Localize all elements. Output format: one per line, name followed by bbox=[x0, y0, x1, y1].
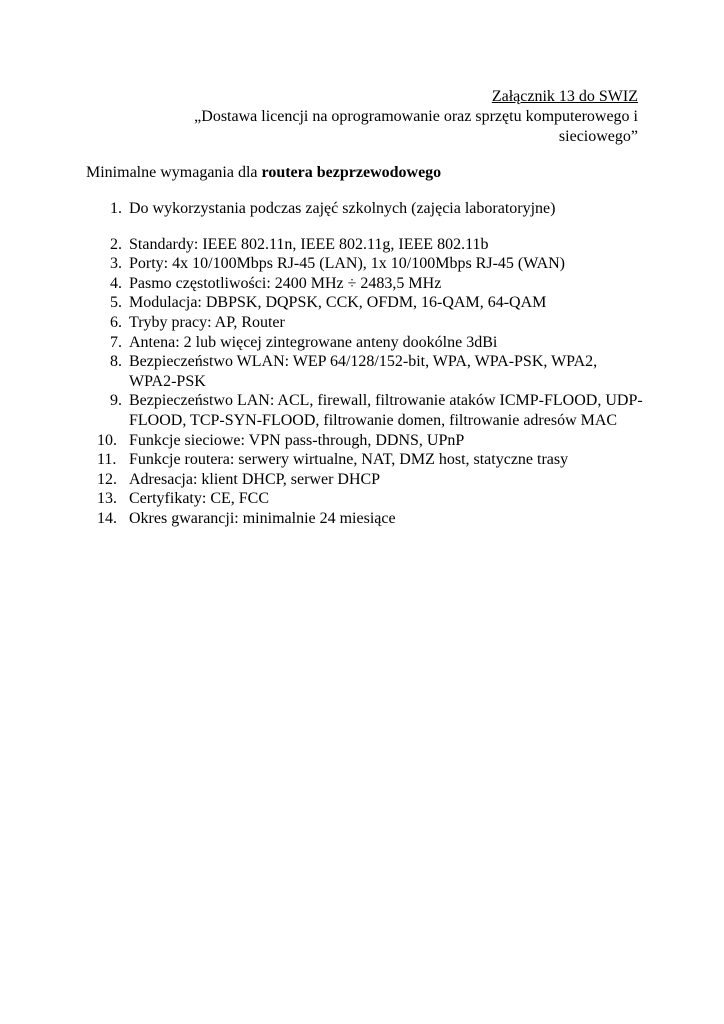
list-item-number: 12. bbox=[97, 470, 117, 488]
list-item-text: Certyfikaty: CE, FCC bbox=[129, 490, 269, 508]
list-item-text: Tryby pracy: AP, Router bbox=[129, 313, 285, 331]
list-item-number: 5. bbox=[110, 294, 122, 312]
list-item bbox=[86, 274, 646, 294]
list-item-number: 1. bbox=[110, 200, 122, 217]
list-item-text: Pasmo częstotliwości: 2400 MHz ÷ 2483,5 MHz bbox=[129, 274, 442, 292]
list-item-text: Adresacja: klient DHCP, serwer DHCP bbox=[129, 470, 381, 488]
list-item-number: 8. bbox=[110, 353, 122, 371]
list-item bbox=[86, 509, 646, 529]
list-item-text: Funkcje sieciowe: VPN pass-through, DDNS, UPnP bbox=[129, 431, 465, 449]
list-item-text: Antena: 2 lub więcej zintegrowane anteny dookólne 3dBi bbox=[129, 333, 498, 351]
list-item-text: Do wykorzystania podczas zajęć szkolnych (zajęcia laboratoryjne) bbox=[129, 200, 556, 217]
attachment-subtitle: „Dostawa licencji na oprogramowanie oraz sprzętu komputerowego i sieciowego” bbox=[194, 108, 638, 145]
list-item-number: 10. bbox=[97, 431, 117, 449]
list-item-number: 2. bbox=[110, 235, 122, 253]
requirements-list bbox=[86, 199, 646, 529]
list-item-text: Bezpieczeństwo WLAN: WEP 64/128/152-bit, WPA, WPA-PSK, WPA2, WPA2-PSK bbox=[129, 353, 598, 390]
list-item-number: 9. bbox=[110, 392, 122, 410]
list-item-number: 11. bbox=[97, 451, 117, 469]
list-item-text: Bezpieczeństwo LAN: ACL, firewall, filtrowanie ataków ICMP-FLOOD, UDP-FLOOD, TCP-SYN-FLOOD, filtrowanie domen, filtrowanie adresów MAC bbox=[129, 392, 643, 429]
section-heading-bold: routera bezprzewodowego bbox=[261, 164, 442, 181]
attachment-title: Załącznik 13 do SWIZ bbox=[491, 88, 638, 105]
list-item-text: Standardy: IEEE 802.11n, IEEE 802.11g, IEEE 802.11b bbox=[129, 235, 489, 253]
document-header bbox=[118, 87, 638, 147]
list-item bbox=[86, 254, 646, 274]
list-item-number: 13. bbox=[97, 490, 117, 508]
list-item bbox=[86, 333, 646, 353]
list-item-text: Okres gwarancji: minimalnie 24 miesiące bbox=[129, 509, 396, 527]
list-item-number: 4. bbox=[110, 274, 122, 292]
section-heading bbox=[86, 163, 441, 183]
list-item bbox=[86, 352, 646, 391]
list-item bbox=[86, 489, 646, 509]
list-item bbox=[86, 235, 646, 255]
list-item bbox=[86, 199, 646, 219]
list-item bbox=[86, 391, 646, 430]
section-heading-prefix: Minimalne wymagania dla bbox=[86, 164, 262, 181]
list-item-text: Modulacja: DBPSK, DQPSK, CCK, OFDM, 16-QAM, 64-QAM bbox=[129, 294, 547, 312]
list-item bbox=[86, 470, 646, 490]
list-item-number: 6. bbox=[110, 313, 122, 331]
list-item-number: 3. bbox=[110, 255, 122, 273]
list-item-number: 14. bbox=[97, 509, 117, 527]
list-item bbox=[86, 313, 646, 333]
list-item bbox=[86, 450, 646, 470]
list-item-number: 7. bbox=[110, 333, 122, 351]
list-item-text: Porty: 4x 10/100Mbps RJ-45 (LAN), 1x 10/100Mbps RJ-45 (WAN) bbox=[129, 255, 565, 273]
list-item-text: Funkcje routera: serwery wirtualne, NAT, DMZ host, statyczne trasy bbox=[129, 451, 569, 469]
list-item bbox=[86, 293, 646, 313]
list-item bbox=[86, 431, 646, 451]
